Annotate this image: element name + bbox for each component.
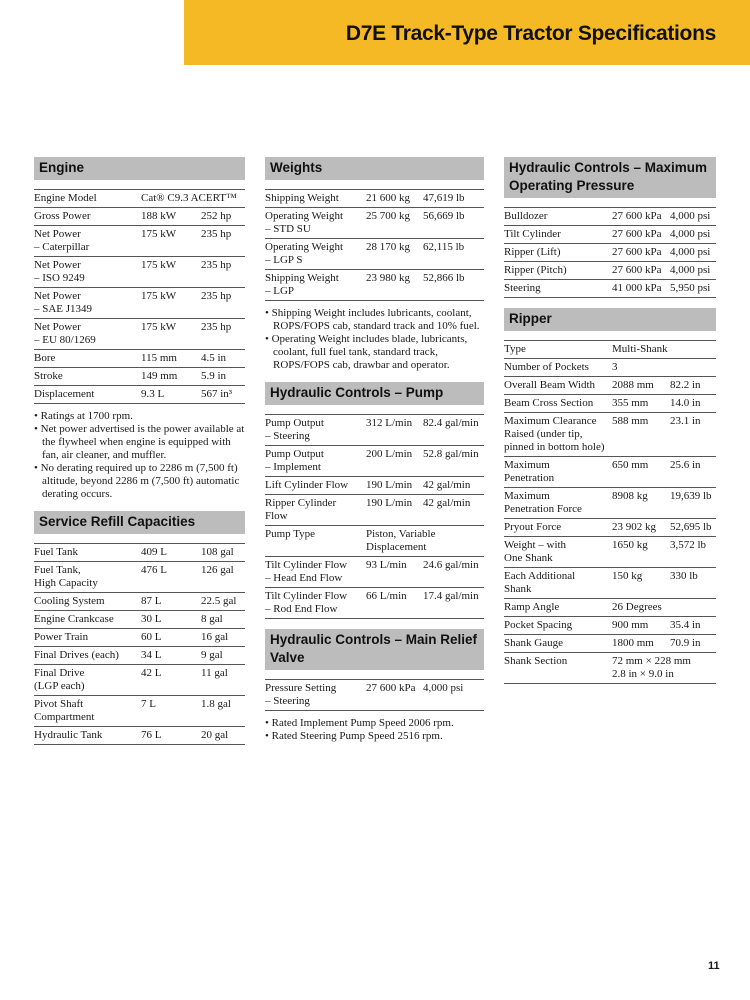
spec-value-metric: 34 L	[141, 649, 162, 661]
table-row	[265, 588, 484, 619]
spec-name: Overall Beam Width	[504, 379, 595, 391]
weights-section	[265, 157, 484, 372]
spec-value-english: 82.4 gal/min	[423, 417, 479, 429]
table-row	[504, 519, 716, 537]
spec-name: Net Power – ISO 9249	[34, 259, 85, 284]
spec-value-metric: 28 170 kg	[366, 241, 410, 253]
spec-value-metric: 21 600 kg	[366, 192, 410, 204]
spec-name: Net Power – Caterpillar	[34, 228, 90, 253]
spec-name: Fuel Tank, High Capacity	[34, 564, 98, 589]
spec-value-metric: 41 000 kPa	[612, 282, 662, 294]
table-row	[34, 386, 245, 404]
table-row	[265, 446, 484, 477]
spec-value-metric: 200 L/min	[366, 448, 413, 460]
spec-name: Operating Weight – LGP S	[265, 241, 344, 266]
table-row	[504, 262, 716, 280]
spec-value-english: 4,000 psi	[670, 246, 711, 258]
spec-value-english: 4,000 psi	[670, 228, 711, 240]
table-row	[34, 544, 245, 562]
spec-value-english: 4,000 psi	[670, 264, 711, 276]
table-row	[504, 280, 716, 298]
spec-name: Bulldozer	[504, 210, 548, 222]
table-row	[34, 319, 245, 350]
spec-name: Beam Cross Section	[504, 397, 594, 409]
table-row	[34, 368, 245, 386]
notes-list	[34, 410, 245, 501]
spec-value-english: 4.5 in	[201, 352, 227, 364]
table-row	[265, 557, 484, 588]
table-row	[34, 257, 245, 288]
note-item: • Ratings at 1700 rpm.	[34, 410, 245, 423]
spec-value-metric: 175 kW	[141, 228, 177, 240]
spec-value-metric: 23 980 kg	[366, 272, 410, 284]
column-left	[34, 157, 245, 745]
table-row	[34, 665, 245, 696]
spec-value-english: 235 hp	[201, 259, 232, 271]
hydraulic-pump-section	[265, 382, 484, 619]
spec-name: Pivot Shaft Compartment	[34, 698, 95, 723]
spec-value-metric: 66 L/min	[366, 590, 407, 602]
table-row	[265, 239, 484, 270]
spec-value-english: 42 gal/min	[423, 497, 471, 509]
table-row	[504, 359, 716, 377]
table-row	[34, 647, 245, 665]
table-row	[504, 457, 716, 488]
spec-value-english: 126 gal	[201, 564, 234, 576]
spec-value-english: 4,000 psi	[670, 210, 711, 222]
table-row	[504, 377, 716, 395]
table-row	[265, 495, 484, 526]
spec-value-metric: 355 mm	[612, 397, 649, 409]
spec-value-metric: 30 L	[141, 613, 162, 625]
table-row	[34, 208, 245, 226]
table-row	[34, 611, 245, 629]
table-row	[504, 653, 716, 684]
table-row	[34, 350, 245, 368]
title-bar	[184, 0, 750, 65]
note-item: • No derating required up to 2286 m (7,500 ft) altitude, beyond 2286 m (7,500 ft) automatic derating occurs.	[34, 462, 245, 501]
spec-name: Net Power – EU 80/1269	[34, 321, 96, 346]
spec-name: Shank Gauge	[504, 637, 563, 649]
spec-table	[265, 189, 484, 301]
table-row	[34, 696, 245, 727]
table-row	[34, 629, 245, 647]
spec-value-metric: 1650 kg	[612, 539, 648, 551]
spec-value-metric: 25 700 kg	[366, 210, 410, 222]
spec-name: Bore	[34, 352, 56, 364]
table-row	[504, 413, 716, 457]
engine-section	[34, 157, 245, 501]
spec-value-metric: 8908 kg	[612, 490, 648, 502]
spec-table	[34, 189, 245, 404]
spec-value-english: 1.8 gal	[201, 698, 231, 710]
spec-name: Pump Output – Implement	[265, 448, 324, 473]
spec-value-english: 52,866 lb	[423, 272, 465, 284]
spec-value-metric: 650 mm	[612, 459, 649, 471]
spec-name: Net Power – SAE J1349	[34, 290, 93, 315]
spec-value-english: 17.4 gal/min	[423, 590, 479, 602]
column-middle	[265, 157, 484, 743]
spec-table	[265, 679, 484, 711]
table-row	[265, 270, 484, 301]
spec-name: Ripper (Lift)	[504, 246, 561, 258]
notes-list	[265, 307, 484, 372]
spec-value-english: 82.2 in	[670, 379, 701, 391]
notes-list	[265, 717, 484, 743]
spec-value-metric: 1800 mm	[612, 637, 654, 649]
table-row	[34, 593, 245, 611]
spec-value-metric: 312 L/min	[366, 417, 413, 429]
spec-name: Shank Section	[504, 655, 568, 667]
spec-value-english: 23.1 in	[670, 415, 701, 427]
table-row	[265, 680, 484, 711]
spec-name: Number of Pockets	[504, 361, 589, 373]
spec-value-metric: 23 902 kg	[612, 521, 656, 533]
spec-value-metric: 3	[612, 361, 618, 373]
spec-value-english: 52,695 lb	[670, 521, 712, 533]
table-row	[504, 617, 716, 635]
spec-value-english: 20 gal	[201, 729, 229, 741]
spec-value-metric: 27 600 kPa	[612, 246, 662, 258]
spec-value-english: 567 in³	[201, 388, 233, 400]
table-row	[34, 190, 245, 208]
table-row	[34, 226, 245, 257]
spec-name: Hydraulic Tank	[34, 729, 103, 741]
spec-value-english: 16 gal	[201, 631, 229, 643]
spec-value-metric: 409 L	[141, 546, 167, 558]
spec-value-metric: 7 L	[141, 698, 156, 710]
spec-name: Tilt Cylinder	[504, 228, 561, 240]
spec-value-metric: 2088 mm	[612, 379, 654, 391]
spec-name: Maximum Penetration	[504, 459, 555, 484]
spec-value-metric: 27 600 kPa	[366, 682, 416, 694]
section-heading: Ripper	[504, 308, 716, 331]
spec-value-english: 3,572 lb	[670, 539, 707, 551]
spec-value-metric: 190 L/min	[366, 479, 413, 491]
spec-value-metric: 42 L	[141, 667, 162, 679]
spec-name: Shipping Weight	[265, 192, 339, 204]
spec-value-metric: 175 kW	[141, 259, 177, 271]
spec-value-metric: 87 L	[141, 595, 162, 607]
table-row	[265, 208, 484, 239]
spec-table	[34, 543, 245, 745]
section-heading: Service Refill Capacities	[34, 511, 245, 534]
spec-name: Engine Model	[34, 192, 97, 204]
table-row	[504, 599, 716, 617]
column-right	[504, 157, 716, 684]
section-heading: Hydraulic Controls – Pump	[265, 382, 484, 405]
spec-value-metric: Cat® C9.3 ACERT™	[141, 192, 237, 204]
table-row	[34, 727, 245, 745]
spec-value-metric: Piston, Variable Displacement	[366, 528, 436, 553]
spec-value-metric: 149 mm	[141, 370, 178, 382]
spec-value-english: 70.9 in	[670, 637, 701, 649]
spec-value-metric: 190 L/min	[366, 497, 413, 509]
spec-name: Operating Weight – STD SU	[265, 210, 344, 235]
spec-value-english: 235 hp	[201, 228, 232, 240]
spec-value-metric: 588 mm	[612, 415, 649, 427]
spec-value-metric: 175 kW	[141, 321, 177, 333]
spec-value-english: 5,950 psi	[670, 282, 711, 294]
table-row	[504, 244, 716, 262]
spec-value-english: 56,669 lb	[423, 210, 465, 222]
spec-value-metric: 150 kg	[612, 570, 643, 582]
table-row	[504, 568, 716, 599]
spec-name: Power Train	[34, 631, 89, 643]
spec-value-metric: 76 L	[141, 729, 162, 741]
spec-value-metric: 175 kW	[141, 290, 177, 302]
spec-name: Ripper Cylinder Flow	[265, 497, 337, 522]
spec-name: Each Additional Shank	[504, 570, 576, 595]
spec-value-english: 52.8 gal/min	[423, 448, 479, 460]
spec-value-english: 47,619 lb	[423, 192, 465, 204]
spec-name: Pryout Force	[504, 521, 562, 533]
spec-value-metric: Multi-Shank	[612, 343, 668, 355]
table-row	[265, 526, 484, 557]
spec-value-english: 62,115 lb	[423, 241, 465, 253]
spec-value-metric: 900 mm	[612, 619, 649, 631]
spec-name: Pressure Setting – Steering	[265, 682, 337, 707]
spec-value-english: 42 gal/min	[423, 479, 471, 491]
spec-value-english: 108 gal	[201, 546, 234, 558]
spec-name: Pocket Spacing	[504, 619, 573, 631]
table-row	[504, 488, 716, 519]
spec-name: Tilt Cylinder Flow – Head End Flow	[265, 559, 348, 584]
table-row	[504, 341, 716, 359]
spec-name: Pump Type	[265, 528, 316, 540]
spec-name: Maximum Penetration Force	[504, 490, 582, 515]
note-item: • Rated Implement Pump Speed 2006 rpm.	[265, 717, 484, 730]
spec-name: Displacement	[34, 388, 95, 400]
service-refill-section	[34, 511, 245, 745]
table-row	[34, 288, 245, 319]
table-row	[504, 635, 716, 653]
spec-value-english: 235 hp	[201, 290, 232, 302]
spec-value-metric: 27 600 kPa	[612, 264, 662, 276]
table-row	[265, 415, 484, 446]
spec-value-english: 35.4 in	[670, 619, 701, 631]
spec-value-metric: 27 600 kPa	[612, 228, 662, 240]
spec-value-english: 22.5 gal	[201, 595, 237, 607]
note-item: • Rated Steering Pump Speed 2516 rpm.	[265, 730, 484, 743]
spec-name: Shipping Weight – LGP	[265, 272, 339, 297]
spec-name: Steering	[504, 282, 541, 294]
spec-value-metric: 188 kW	[141, 210, 177, 222]
spec-value-english: 235 hp	[201, 321, 232, 333]
note-item: • Operating Weight includes blade, lubricants, coolant, full fuel tank, standard track, ROPS/FOPS cab, drawbar and operator.	[265, 333, 484, 372]
section-heading: Engine	[34, 157, 245, 180]
page-number: 11	[708, 960, 720, 972]
spec-value-english: 25.6 in	[670, 459, 701, 471]
hydraulic-relief-section	[265, 629, 484, 743]
spec-value-english: 4,000 psi	[423, 682, 464, 694]
spec-value-english: 19,639 lb	[670, 490, 712, 502]
spec-value-metric: 93 L/min	[366, 559, 407, 571]
table-row	[265, 477, 484, 495]
spec-value-english: 252 hp	[201, 210, 232, 222]
spec-value-metric: 27 600 kPa	[612, 210, 662, 222]
spec-value-english: 14.0 in	[670, 397, 701, 409]
spec-name: Engine Crankcase	[34, 613, 114, 625]
section-heading: Weights	[265, 157, 484, 180]
hydraulic-max-pressure-section	[504, 157, 716, 298]
spec-table	[504, 340, 716, 684]
spec-name: Ramp Angle	[504, 601, 560, 613]
spec-name: Final Drives (each)	[34, 649, 119, 661]
table-row	[504, 208, 716, 226]
spec-value-metric: 9.3 L	[141, 388, 165, 400]
page-title: D7E Track-Type Tractor Specifications	[345, 22, 716, 45]
spec-value-metric: 60 L	[141, 631, 162, 643]
spec-value-english: 330 lb	[670, 570, 698, 582]
table-row	[504, 395, 716, 413]
spec-value-english: 24.6 gal/min	[423, 559, 479, 571]
spec-value-english: 9 gal	[201, 649, 223, 661]
spec-name: Final Drive (LGP each)	[34, 667, 85, 692]
section-heading: Hydraulic Controls – Main Relief Valve	[265, 629, 484, 670]
spec-name: Ripper (Pitch)	[504, 264, 567, 276]
table-row	[34, 562, 245, 593]
ripper-section	[504, 308, 716, 684]
spec-table	[265, 414, 484, 619]
spec-name: Weight – with One Shank	[504, 539, 567, 564]
spec-name: Gross Power	[34, 210, 91, 222]
spec-value-english: 5.9 in	[201, 370, 227, 382]
table-row	[504, 537, 716, 568]
spec-name: Type	[504, 343, 526, 355]
spec-name: Lift Cylinder Flow	[265, 479, 349, 491]
spec-value-metric: 476 L	[141, 564, 167, 576]
spec-name: Cooling System	[34, 595, 105, 607]
spec-value-metric: 115 mm	[141, 352, 177, 364]
table-row	[504, 226, 716, 244]
note-item: • Net power advertised is the power available at the flywheel when engine is equipped with fan, air cleaner, and muffler.	[34, 423, 245, 462]
spec-name: Maximum Clearance Raised (under tip, pinned in bottom hole)	[504, 415, 605, 453]
spec-name: Stroke	[34, 370, 63, 382]
spec-name: Fuel Tank	[34, 546, 78, 558]
spec-name: Pump Output – Steering	[265, 417, 324, 442]
spec-value-metric: 72 mm × 228 mm 2.8 in × 9.0 in	[612, 655, 691, 680]
spec-table	[504, 207, 716, 298]
spec-value-english: 8 gal	[201, 613, 223, 625]
spec-value-english: 11 gal	[201, 667, 228, 679]
section-heading: Hydraulic Controls – Maximum Operating Pressure	[504, 157, 716, 198]
note-item: • Shipping Weight includes lubricants, coolant, ROPS/FOPS cab, standard track and 10% fuel.	[265, 307, 484, 333]
table-row	[265, 190, 484, 208]
spec-value-metric: 26 Degrees	[612, 601, 662, 613]
spec-name: Tilt Cylinder Flow – Rod End Flow	[265, 590, 348, 615]
